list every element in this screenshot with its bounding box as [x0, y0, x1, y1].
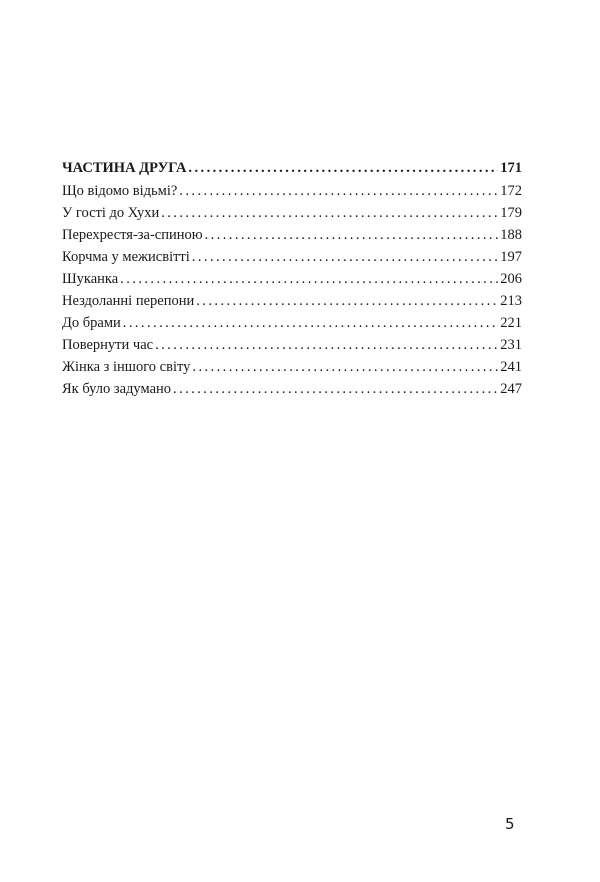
toc-entry-page: 206 [500, 271, 522, 287]
toc-entry-page: 231 [500, 337, 522, 353]
toc-entry [62, 268, 522, 290]
toc-entry-page: 188 [500, 227, 522, 243]
toc-leader-dots [179, 180, 498, 202]
toc-entry-title: Шуканка [62, 271, 119, 287]
toc-part-title: ЧАСТИНА ДРУГА [62, 160, 187, 176]
toc-entry-page: 172 [500, 183, 522, 199]
toc-entry-title: Як було задумано [62, 381, 172, 397]
toc-entry-page: 247 [500, 381, 522, 397]
toc-part-heading [62, 157, 522, 180]
toc-entry-title: У гості до Хухи [62, 205, 160, 221]
toc-entry [62, 224, 522, 246]
toc-entry-title: До брами [62, 315, 121, 331]
toc-leader-dots [155, 334, 498, 356]
toc-entry [62, 202, 522, 224]
page-number: 5 [505, 815, 515, 833]
toc-entry [62, 378, 522, 400]
table-of-contents [62, 157, 522, 400]
toc-entry [62, 356, 522, 378]
toc-part-page: 171 [500, 160, 522, 176]
toc-entry-page: 197 [500, 249, 522, 265]
toc-leader-dots [192, 246, 498, 268]
toc-entry [62, 312, 522, 334]
toc-entry-page: 221 [500, 315, 522, 331]
toc-entry-title: Перехрестя-за-спиною [62, 227, 203, 243]
toc-entry-page: 213 [500, 293, 522, 309]
toc-entry [62, 290, 522, 312]
toc-entry [62, 246, 522, 268]
toc-entry-title: Нездоланні перепони [62, 293, 195, 309]
toc-entry-title: Корчма у межисвітті [62, 249, 190, 265]
toc-leader-dots [205, 224, 499, 246]
toc-entry [62, 180, 522, 202]
toc-leader-dots [173, 378, 498, 400]
toc-leader-dots [120, 268, 498, 290]
toc-entry-title: Повернути час [62, 337, 154, 353]
toc-leader-dots [161, 202, 498, 224]
toc-entry [62, 334, 522, 356]
toc-leader-dots [192, 356, 498, 378]
toc-entry-page: 241 [500, 359, 522, 375]
toc-leader-dots [188, 157, 498, 179]
toc-entry-title: Жінка з іншого світу [62, 359, 191, 375]
toc-leader-dots [123, 312, 498, 334]
toc-leader-dots [196, 290, 498, 312]
toc-entry-page: 179 [500, 205, 522, 221]
toc-entry-title: Що відомо відьмі? [62, 183, 178, 199]
